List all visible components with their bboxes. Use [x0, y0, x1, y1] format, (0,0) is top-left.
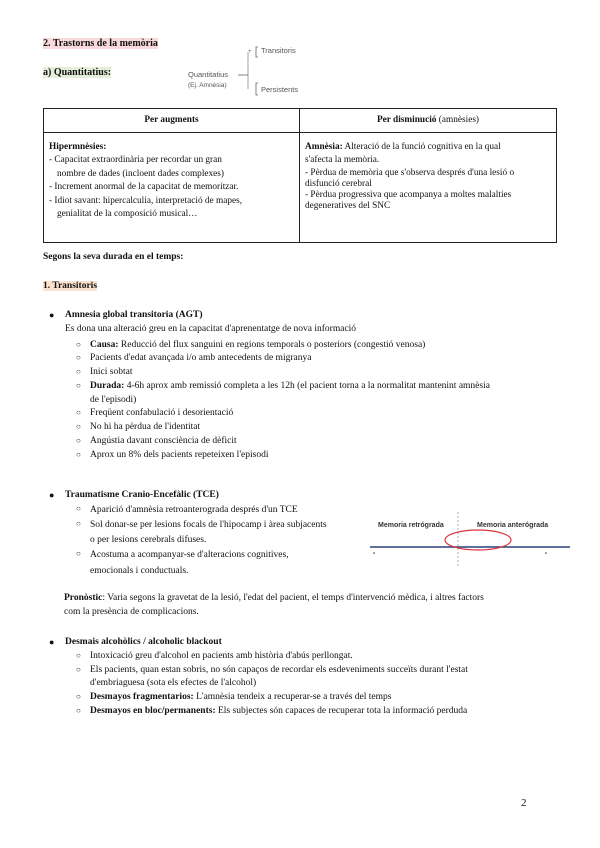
hipermnesies-title: Hipermnèsies:: [49, 142, 107, 152]
sketch-root-note: (Ej. Amnèsia): [188, 82, 227, 89]
agt-block: [49, 309, 559, 462]
tce-item-cont: o per lesions cerebrals difuses.: [90, 535, 207, 546]
agt-item: ○ Aprox un 8% dels pacients repeteixen l'episodi: [76, 449, 559, 463]
section-transitoris: 1. Transitoris: [43, 281, 98, 291]
bullet-icon: ●: [49, 637, 55, 647]
hipermnesies-line: - Capacitat extraordinària per recordar un gran: [49, 155, 222, 166]
axis-tick-left: [373, 552, 375, 554]
agt-item: ○ Pacients d'edat avançada i/o amb antecedents de migranya: [76, 352, 559, 366]
duration-heading: Segons la seva durada en el temps:: [43, 252, 184, 262]
col-disminucio-header: Per disminució (amnèsies): [300, 109, 557, 133]
retrograde-label: Memoria retrógrada: [378, 522, 444, 529]
agt-title: Amnesia global transitoria (AGT): [65, 310, 203, 320]
tce-item: ○ Sol donar-se per lesions focals de l'hipocamp i àrea subjacents: [76, 518, 559, 533]
amnesia-line: - Pèrdua progressiva que acompanya a moltes malalties: [305, 190, 512, 201]
blackout-item-cont: d'embriaguesa (sota els efectes de l'alcohol): [90, 678, 257, 689]
classification-sketch: [188, 43, 308, 99]
blackout-block: [49, 636, 569, 719]
page-number: 2: [521, 797, 527, 809]
agt-item: ○ Freqüent confabulació i desorientació: [76, 407, 559, 421]
agt-item: ○ Inici sobtat: [76, 366, 559, 380]
prognosis-cont: com la presència de complicacions.: [64, 606, 199, 617]
hipermnesies-line: nombre de dades (incloent dades complexes): [57, 168, 225, 179]
tce-prognosis: Pronòstic: Varia segons la gravetat de la lesió, l'edat del pacient, el temps d'intervenció mèdica, i altres factors com la presència de complicacions.: [64, 592, 584, 620]
agt-item: ○ Causa: Reducció del flux sanguini en regions temporals o posteriors (congestió venosa): [76, 339, 559, 353]
anterograde-label: Memoria anterógrada: [477, 522, 549, 529]
sketch-persistents: Persistents: [261, 85, 299, 94]
amnesia-line: degeneratives del SNC: [305, 201, 391, 212]
bullet-icon: ●: [49, 490, 55, 500]
hipermnesies-line: - Idiot savant: hipercalculia, interpretació de mapes,: [49, 195, 243, 206]
memory-timeline-diagram: [370, 510, 570, 570]
timeline-svg: [370, 510, 570, 570]
blackout-item: ○ Desmayos fragmentarios: L'amnèsia tendeix a recuperar-se a través del temps: [76, 691, 569, 705]
amnesia-def: Alteració de la funció cognitiva en la qual: [342, 142, 501, 152]
bullet-icon: ●: [49, 310, 55, 320]
tce-item-cont: emocionals i conductuals.: [90, 565, 189, 576]
hipermnesies-line: - Increment anormal de la capacitat de memoritzar.: [49, 182, 239, 193]
agt-item: ○ Durada: 4-6h aprox amb remissió completa a les 12h (el pacient torna a la normalitat mantenint amnèsia: [76, 380, 559, 394]
hipermnesies-cell: [44, 133, 300, 243]
page-title: 2. Trastorns de la memòria: [43, 38, 158, 49]
sketch-root: Quantitatius: [188, 70, 229, 79]
comparison-table: [43, 108, 557, 243]
amnesia-cell: [300, 133, 557, 243]
agt-item: ○ No hi ha pèrdua de l'identitat: [76, 421, 559, 435]
amnesia-line: - Pèrdua de memòria que s'observa després d'una lesió o: [305, 167, 515, 178]
sketch-transitoris: Transitoris: [261, 46, 296, 55]
blackout-item: ○ Desmayos en bloc/permanents: Els subjectes són capaces de recuperar tota la informació perduda: [76, 705, 569, 719]
amnesia-line: s'afecta la memòria.: [305, 155, 380, 166]
hipermnesies-line: genialitat de la composició musical…: [57, 209, 198, 220]
blackout-title: Desmais alcohòlics / alcoholic blackout: [65, 637, 222, 647]
tce-item: ○ Acostuma a acompanyar-se d'alteracions cognitives,: [76, 548, 559, 563]
blackout-item: ○ Els pacients, quan estan sobris, no són capaços de recordar els esdeveniments succeïts durant l'estat: [76, 664, 569, 678]
tce-title: Traumatisme Cranio-Encefàlic (TCE): [65, 490, 219, 500]
subtitle-quantitatius: a) Quantitatius:: [43, 67, 112, 78]
svg-text:+: +: [248, 49, 252, 55]
amnesia-line: disfunció cerebral: [305, 179, 372, 190]
axis-tick-right: [545, 552, 547, 554]
agt-intro: Es dona una alteració greu en la capacitat d'aprenentatge de nova informació: [65, 323, 357, 334]
blackout-item: ○ Intoxicació greu d'alcohol en pacients amb història d'abús perllongat.: [76, 650, 569, 664]
agt-item-cont: de l'episodi): [90, 394, 137, 405]
tce-item: ○ Aparició d'amnèsia retroanterograda després d'un TCE: [76, 503, 559, 518]
agt-item: ○ Angústia davant consciència de dèficit: [76, 435, 559, 449]
col-augments-header: Per augments: [44, 109, 300, 133]
amnesia-title: Amnèsia:: [305, 142, 343, 152]
